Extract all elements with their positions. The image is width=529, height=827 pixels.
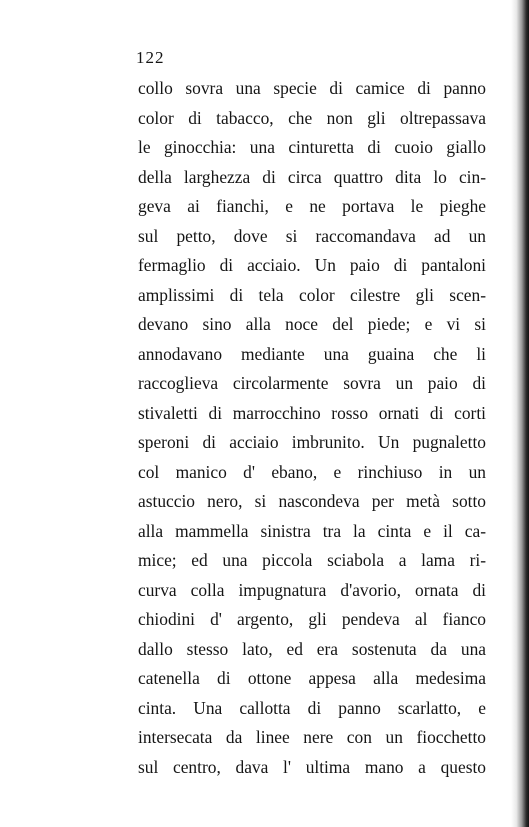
text-line: sul petto, dove si raccomandava ad un xyxy=(138,225,486,246)
text-line: color di tabacco, che non gli oltrepassava xyxy=(138,107,486,128)
text-line: cinta. Una callotta di panno scarlatto, e xyxy=(138,697,486,718)
page-number: 122 xyxy=(136,48,165,67)
text-line: annodavano mediante una guaina che li xyxy=(138,343,486,364)
text-line: stivaletti di marrocchino rosso ornati di corti xyxy=(138,402,486,423)
text-line: astuccio nero, si nascondeva per metà sotto xyxy=(138,491,486,511)
text-line: raccoglieva circolarmente sovra un paio di xyxy=(138,373,486,393)
text-line: speroni di acciaio imbrunito. Un pugnaletto xyxy=(138,432,486,452)
text-line: devano sino alla noce del piede; e vi si xyxy=(138,314,486,334)
text-line: collo sovra una specie di camice di panno xyxy=(138,78,486,98)
text-line: chiodini d' argento, gli pendeva al fianco xyxy=(138,609,486,629)
page-binding-edge xyxy=(511,0,529,827)
text-line: catenella di ottone appesa alla medesima xyxy=(138,668,486,688)
text-line: mice; ed una piccola sciabola a lama ri- xyxy=(138,550,486,570)
body-text xyxy=(138,74,486,782)
text-line: curva colla impugnatura d'avorio, ornata di xyxy=(138,579,486,600)
text-line: le ginocchia: una cinturetta di cuoio giallo xyxy=(138,137,486,157)
text-line: dallo stesso lato, ed era sostenuta da una xyxy=(138,638,486,659)
text-line: della larghezza di circa quattro dita lo cin- xyxy=(138,166,486,187)
text-line: fermaglio di acciaio. Un paio di pantaloni xyxy=(138,255,486,275)
text-line: sul centro, dava l' ultima mano a questo xyxy=(138,756,486,777)
text-line: intersecata da linee nere con un fiocchetto xyxy=(138,727,486,747)
text-line: geva ai fianchi, e ne portava le pieghe xyxy=(138,196,486,216)
text-line: amplissimi di tela color cilestre gli scen- xyxy=(138,284,486,305)
text-line: col manico d' ebano, e rinchiuso in un xyxy=(138,461,486,482)
text-line: alla mammella sinistra tra la cinta e il ca- xyxy=(138,520,486,541)
